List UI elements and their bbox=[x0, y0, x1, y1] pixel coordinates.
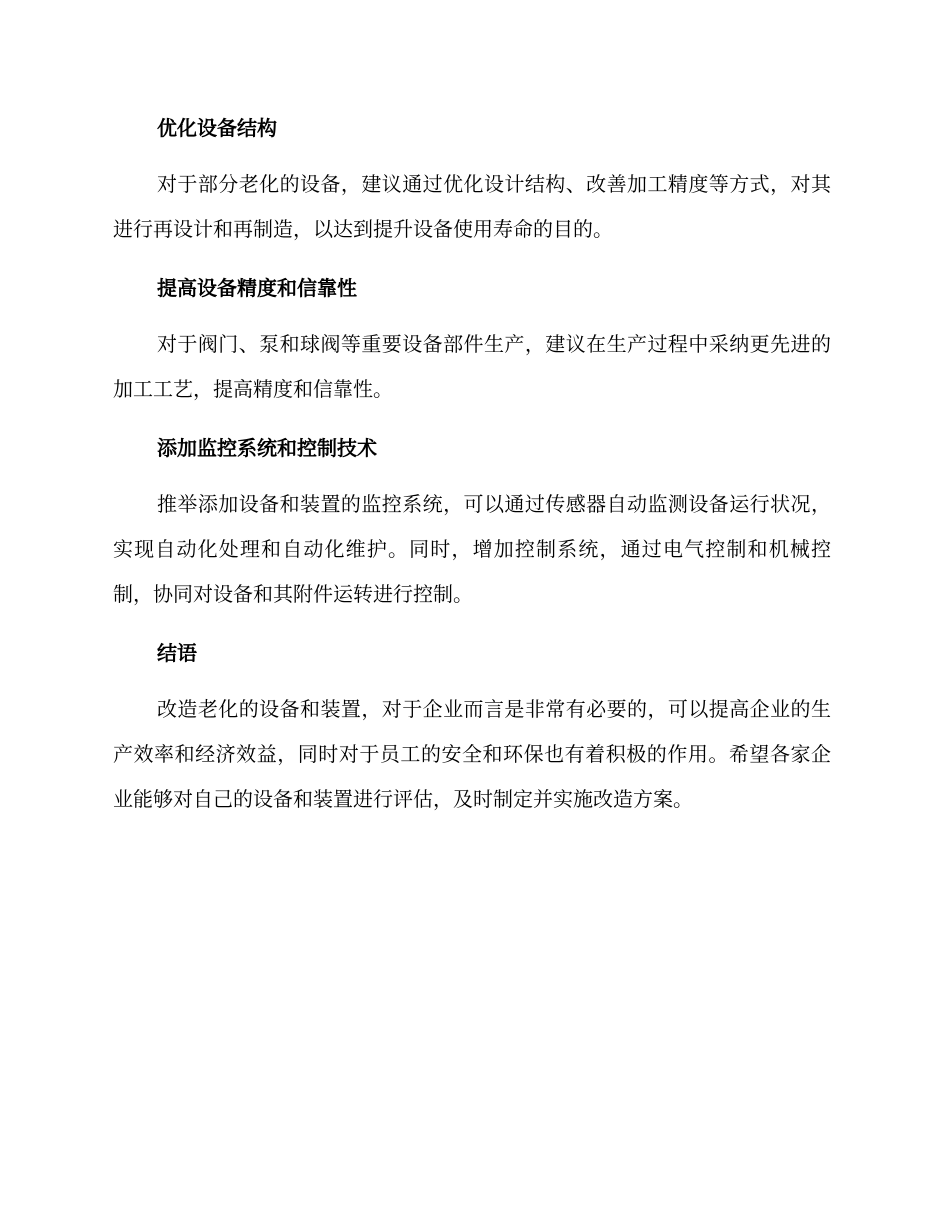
section-body-conclusion: 改造老化的设备和装置，对于企业而言是非常有必要的，可以提高企业的生产效率和经济效益，同时对于员工的安全和环保也有着积极的作用。希望各家企业能够对自己的设备和装置进行评估，及时制定并实施改造方案。 bbox=[113, 697, 831, 811]
document-page bbox=[113, 110, 831, 822]
section-body-optimize-structure: 对于部分老化的设备，建议通过优化设计结构、改善加工精度等方式，对其进行再设计和再制造，以达到提升设备使用寿命的目的。 bbox=[113, 172, 831, 241]
section-body-improve-precision: 对于阀门、泵和球阀等重要设备部件生产，建议在生产过程中采纳更先进的加工工艺，提高精度和信靠性。 bbox=[113, 332, 831, 401]
section-heading-improve-precision: 提高设备精度和信靠性 bbox=[157, 276, 357, 300]
section-body-monitoring-control: 推举添加设备和装置的监控系统，可以通过传感器自动监测设备运行状况，实现自动化处理和自动化维护。同时，增加控制系统，通过电气控制和机械控制，协同对设备和其附件运转进行控制。 bbox=[113, 492, 831, 606]
section-heading-monitoring-control: 添加监控系统和控制技术 bbox=[157, 436, 377, 460]
section-heading-optimize-structure: 优化设备结构 bbox=[157, 116, 277, 140]
section-heading-conclusion: 结语 bbox=[157, 641, 197, 665]
